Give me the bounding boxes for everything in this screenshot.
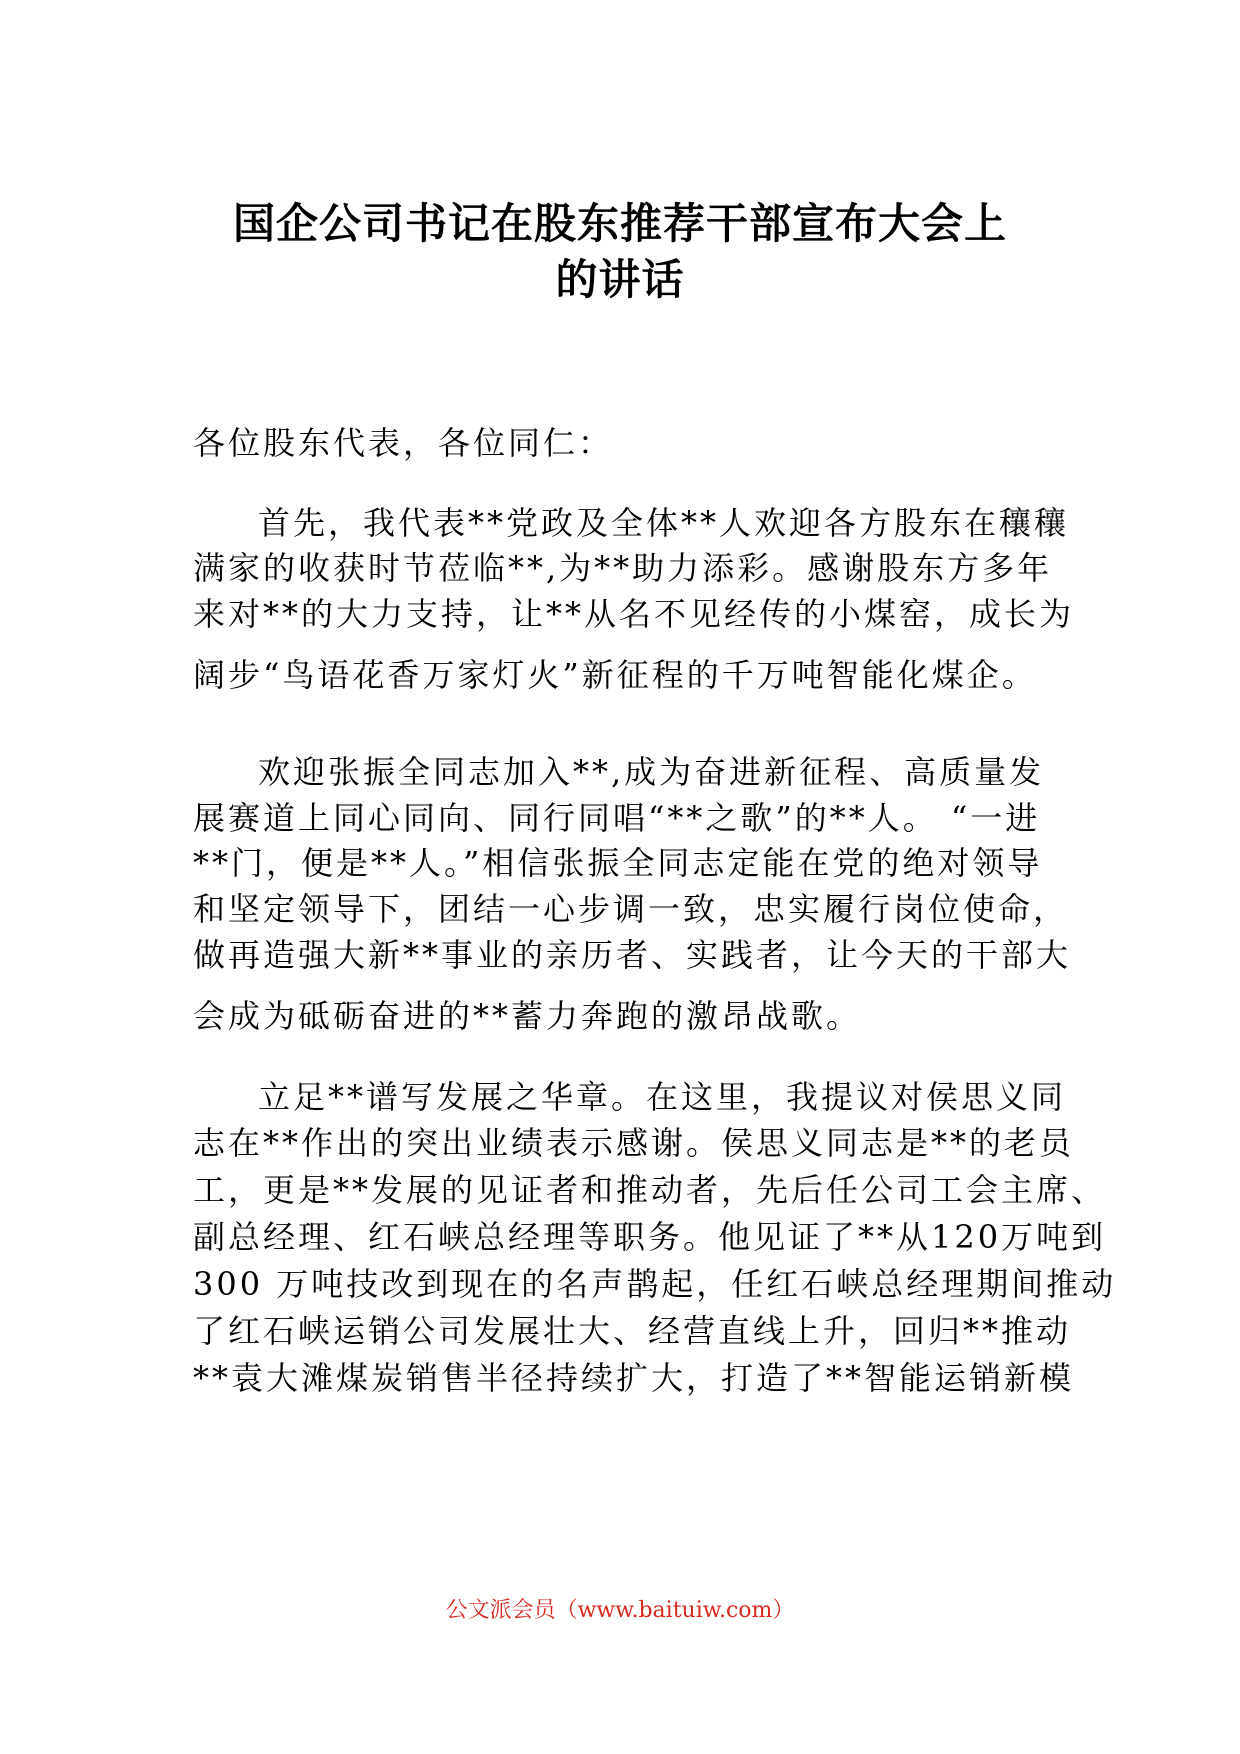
title-line-2: 的讲话: [555, 255, 685, 305]
title-line-1: 国企公司书记在股东推荐干部宣布大会上: [232, 199, 1007, 249]
footer-link[interactable]: 公文派会员（www.baituiw.com）: [445, 1598, 795, 1623]
paragraph-3-line-5: 300 万吨技改到现在的名声鹊起，任红石峡总经理期间推动: [193, 1265, 1117, 1303]
footer: [0, 1596, 1240, 1626]
paragraph-3-line-6: 了红石峡运销公司发展壮大、经营直线上升，回归**推动: [193, 1312, 1072, 1350]
paragraph-2-line-4: 和坚定领导下，团结一心步调一致，忠实履行岗位使命，: [193, 890, 1069, 928]
paragraph-2-line-3: **门，便是**人。”相信张振全同志定能在党的绝对领导: [193, 844, 1043, 882]
document-title: [150, 196, 1090, 308]
paragraph-3-line-3: 工，更是**发展的见证者和推动者，先后任公司工会主席、: [193, 1171, 1107, 1209]
paragraph-2-line-2: 展赛道上同心同向、同行同唱“**之歌”的**人。 “一进: [193, 799, 1041, 837]
paragraph-2-line-6: 会成为砥砺奋进的**蓄力奔跑的激昂战歌。: [193, 997, 862, 1035]
paragraph-3-line-7: **袁大滩煤炭销售半径持续扩大，打造了**智能运销新模: [193, 1359, 1075, 1397]
paragraph-1-line-2: 满家的收获时节莅临**,为**助力添彩。感谢股东方多年: [193, 549, 1053, 587]
paragraph-2-line-1: 欢迎张振全同志加入**,成为奋进新征程、高质量发: [258, 753, 1045, 791]
paragraph-3-line-1: 立足**谱写发展之华章。在这里，我提议对侯思义同: [258, 1078, 1067, 1116]
paragraph-3-line-4: 副总经理、红石峡总经理等职务。他见证了**从120万吨到: [193, 1218, 1107, 1256]
paragraph-1-line-3: 来对**的大力支持，让**从名不见经传的小煤窑，成长为: [193, 595, 1075, 633]
paragraph-1-line-1: 首先，我代表**党政及全体**人欢迎各方股东在穰穰: [258, 504, 1070, 542]
paragraph-1-line-4: 阔步“鸟语花香万家灯火”新征程的千万吨智能化煤企。: [193, 656, 1037, 694]
paragraph-2-line-5: 做再造强大新**事业的亲历者、实践者，让今天的干部大: [193, 936, 1072, 974]
paragraph-3-line-2: 志在**作出的突出业绩表示感谢。侯思义同志是**的老员: [193, 1124, 1075, 1162]
salutation: 各位股东代表，各位同仁：: [193, 424, 614, 462]
